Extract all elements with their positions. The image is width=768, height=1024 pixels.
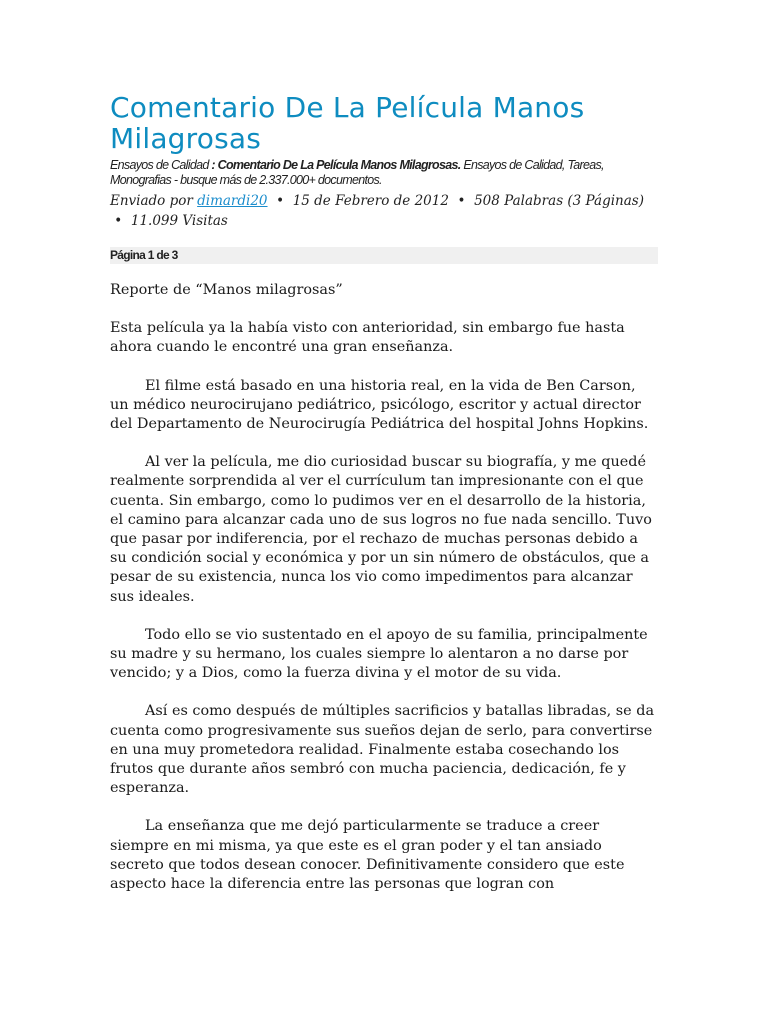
visit-count: 11.099 Visitas <box>130 213 228 229</box>
meta-bullet: • <box>457 193 466 209</box>
paragraph: Al ver la película, me dio curiosidad buscar su biografía, y me quedé realmente sorprendida al ver el currículum tan impresionante con el que cuenta. Sin embargo, como lo pudimos ver en el desarrollo de la historia, el camino para alcanzar cada uno de sus logros no fue nada sencillo. Tuvo que pasar por indiferencia, por el rechazo de muchas personas debido a su condición social y económica y por un sin número de obstáculos, que a pesar de su existencia, nunca los vio como impedimentos para alcanzar sus ideales. <box>110 454 652 605</box>
document-content <box>110 92 658 913</box>
sent-by-label: Enviado por <box>110 193 193 209</box>
paragraph: Reporte de “Manos milagrosas” <box>110 282 343 298</box>
breadcrumb-separator: : <box>211 158 215 172</box>
publish-date: 15 de Febrero de 2012 <box>292 193 449 209</box>
paragraph: Esta película ya la había visto con anterioridad, sin embargo fue hasta ahora cuando le encontré una gran enseñanza. <box>110 320 625 356</box>
paragraph: El filme está basado en una historia real, en la vida de Ben Carson, un médico neurocirujano pediátrico, psicólogo, escritor y actual director del Departamento de Neurocirugía Pediátrica del hospital Johns Hopkins. <box>110 377 649 433</box>
page-title: Comentario De La Película Manos Milagrosas <box>110 91 585 155</box>
breadcrumb-current: Comentario De La Película Manos Milagrosas. <box>217 158 461 172</box>
word-count: 508 Palabras (3 Páginas) <box>474 193 644 209</box>
document-meta <box>110 191 658 231</box>
page-indicator: Página 1 de 3 <box>110 247 658 264</box>
paragraph: Así es como después de múltiples sacrificios y batallas libradas, se da cuenta como progresivamente sus sueños dejan de serlo, para convertirse en una muy prometedora realidad. Finalmente estaba cosechando los frutos que durante años sembró con mucha paciencia, dedicación, fe y esperanza. <box>110 703 655 797</box>
document-body <box>110 281 658 894</box>
paragraph: La enseñanza que me dejó particularmente se traduce a creer siempre en mi misma, ya que este es el gran poder y el tan ansiado secreto que todos desean conocer. Definitivamente considero que este aspecto hace la diferencia entre las personas que logran con <box>110 818 625 893</box>
author-link[interactable]: dimardi20 <box>197 193 268 209</box>
breadcrumb-category[interactable]: Ensayos de Calidad <box>110 158 209 172</box>
meta-bullet: • <box>114 213 123 229</box>
meta-bullet: • <box>276 193 285 209</box>
paragraph: Todo ello se vio sustentado en el apoyo de su familia, principalmente su madre y su hermano, los cuales siempre lo alentaron a no darse por vencido; y a Dios, como la fuerza divina y el motor de su vida. <box>110 626 648 682</box>
breadcrumb-tagline: Ensayos de Calidad, Tareas, Monografias - busque más de 2.337.000+ documentos. <box>110 158 604 187</box>
breadcrumb <box>110 158 658 188</box>
